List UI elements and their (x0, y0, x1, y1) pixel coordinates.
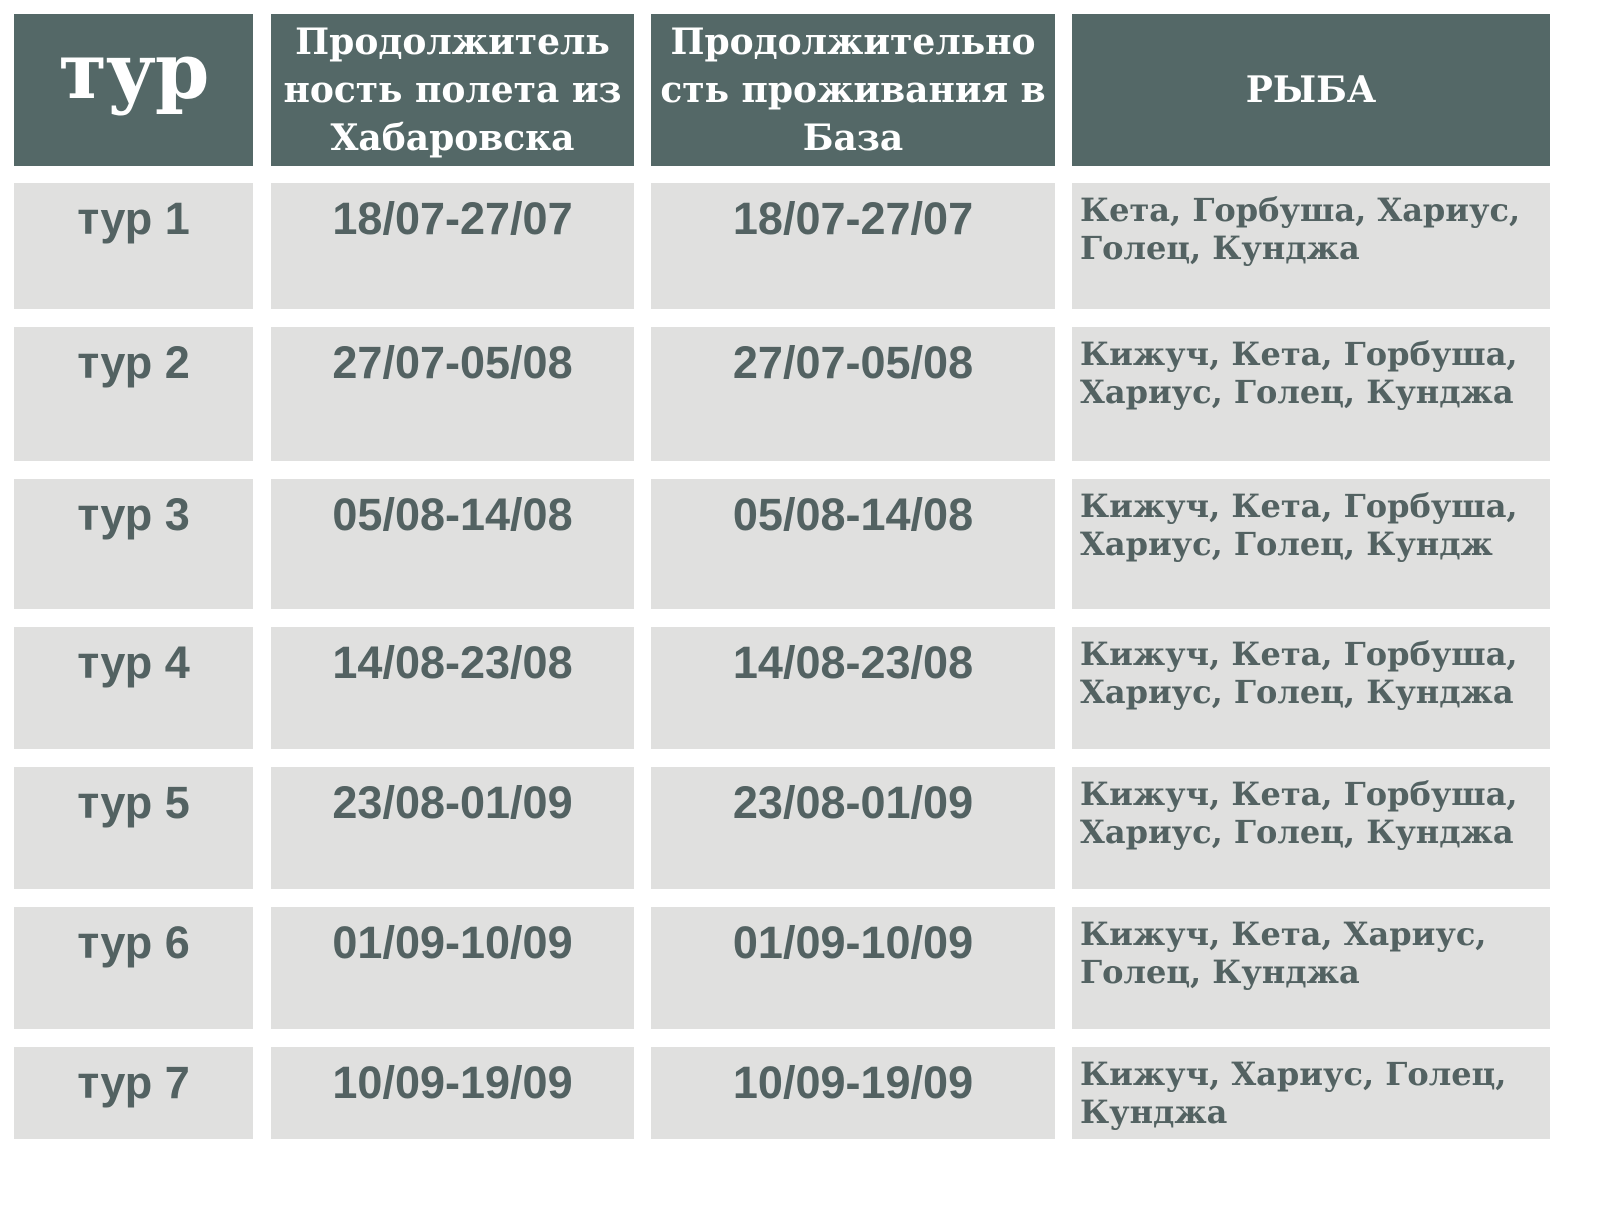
flight-dates-cell: 05/08-14/08 (271, 479, 634, 609)
fish-species-cell: Кета, Горбуша, Хариус, Голец, Кунджа (1072, 183, 1550, 309)
flight-dates-cell: 27/07-05/08 (271, 327, 634, 461)
flight-dates-cell: 01/09-10/09 (271, 907, 634, 1029)
tour-cell: тур 7 (14, 1047, 253, 1139)
tour-cell: тур 4 (14, 627, 253, 749)
fish-species-cell: Кижуч, Кета, Горбуша, Хариус, Голец, Кундж (1072, 479, 1550, 609)
flight-dates-cell: 14/08-23/08 (271, 627, 634, 749)
flight-dates-cell: 10/09-19/09 (271, 1047, 634, 1139)
header-stay-duration: Продолжительно сть проживания в База (651, 14, 1055, 166)
tour-cell: тур 5 (14, 767, 253, 889)
stay-dates-cell: 05/08-14/08 (651, 479, 1055, 609)
flight-dates-cell: 23/08-01/09 (271, 767, 634, 889)
stay-dates-cell: 14/08-23/08 (651, 627, 1055, 749)
fish-species-cell: Кижуч, Кета, Горбуша, Хариус, Голец, Кунджа (1072, 767, 1550, 889)
header-fish: РЫБА (1072, 14, 1550, 166)
fish-species-cell: Кижуч, Кета, Хариус, Голец, Кунджа (1072, 907, 1550, 1029)
stay-dates-cell: 27/07-05/08 (651, 327, 1055, 461)
fish-species-cell: Кижуч, Хариус, Голец, Кунджа (1072, 1047, 1550, 1139)
stay-dates-cell: 01/09-10/09 (651, 907, 1055, 1029)
fish-species-cell: Кижуч, Кета, Горбуша, Хариус, Голец, Кунджа (1072, 627, 1550, 749)
header-tour: тур (14, 14, 253, 166)
tour-cell: тур 6 (14, 907, 253, 1029)
flight-dates-cell: 18/07-27/07 (271, 183, 634, 309)
tour-cell: тур 1 (14, 183, 253, 309)
stay-dates-cell: 23/08-01/09 (651, 767, 1055, 889)
stay-dates-cell: 18/07-27/07 (651, 183, 1055, 309)
fish-species-cell: Кижуч, Кета, Горбуша, Хариус, Голец, Кунджа (1072, 327, 1550, 461)
tour-cell: тур 2 (14, 327, 253, 461)
header-flight-duration: Продолжитель ность полета из Хабаровска (271, 14, 634, 166)
tour-cell: тур 3 (14, 479, 253, 609)
stay-dates-cell: 10/09-19/09 (651, 1047, 1055, 1139)
